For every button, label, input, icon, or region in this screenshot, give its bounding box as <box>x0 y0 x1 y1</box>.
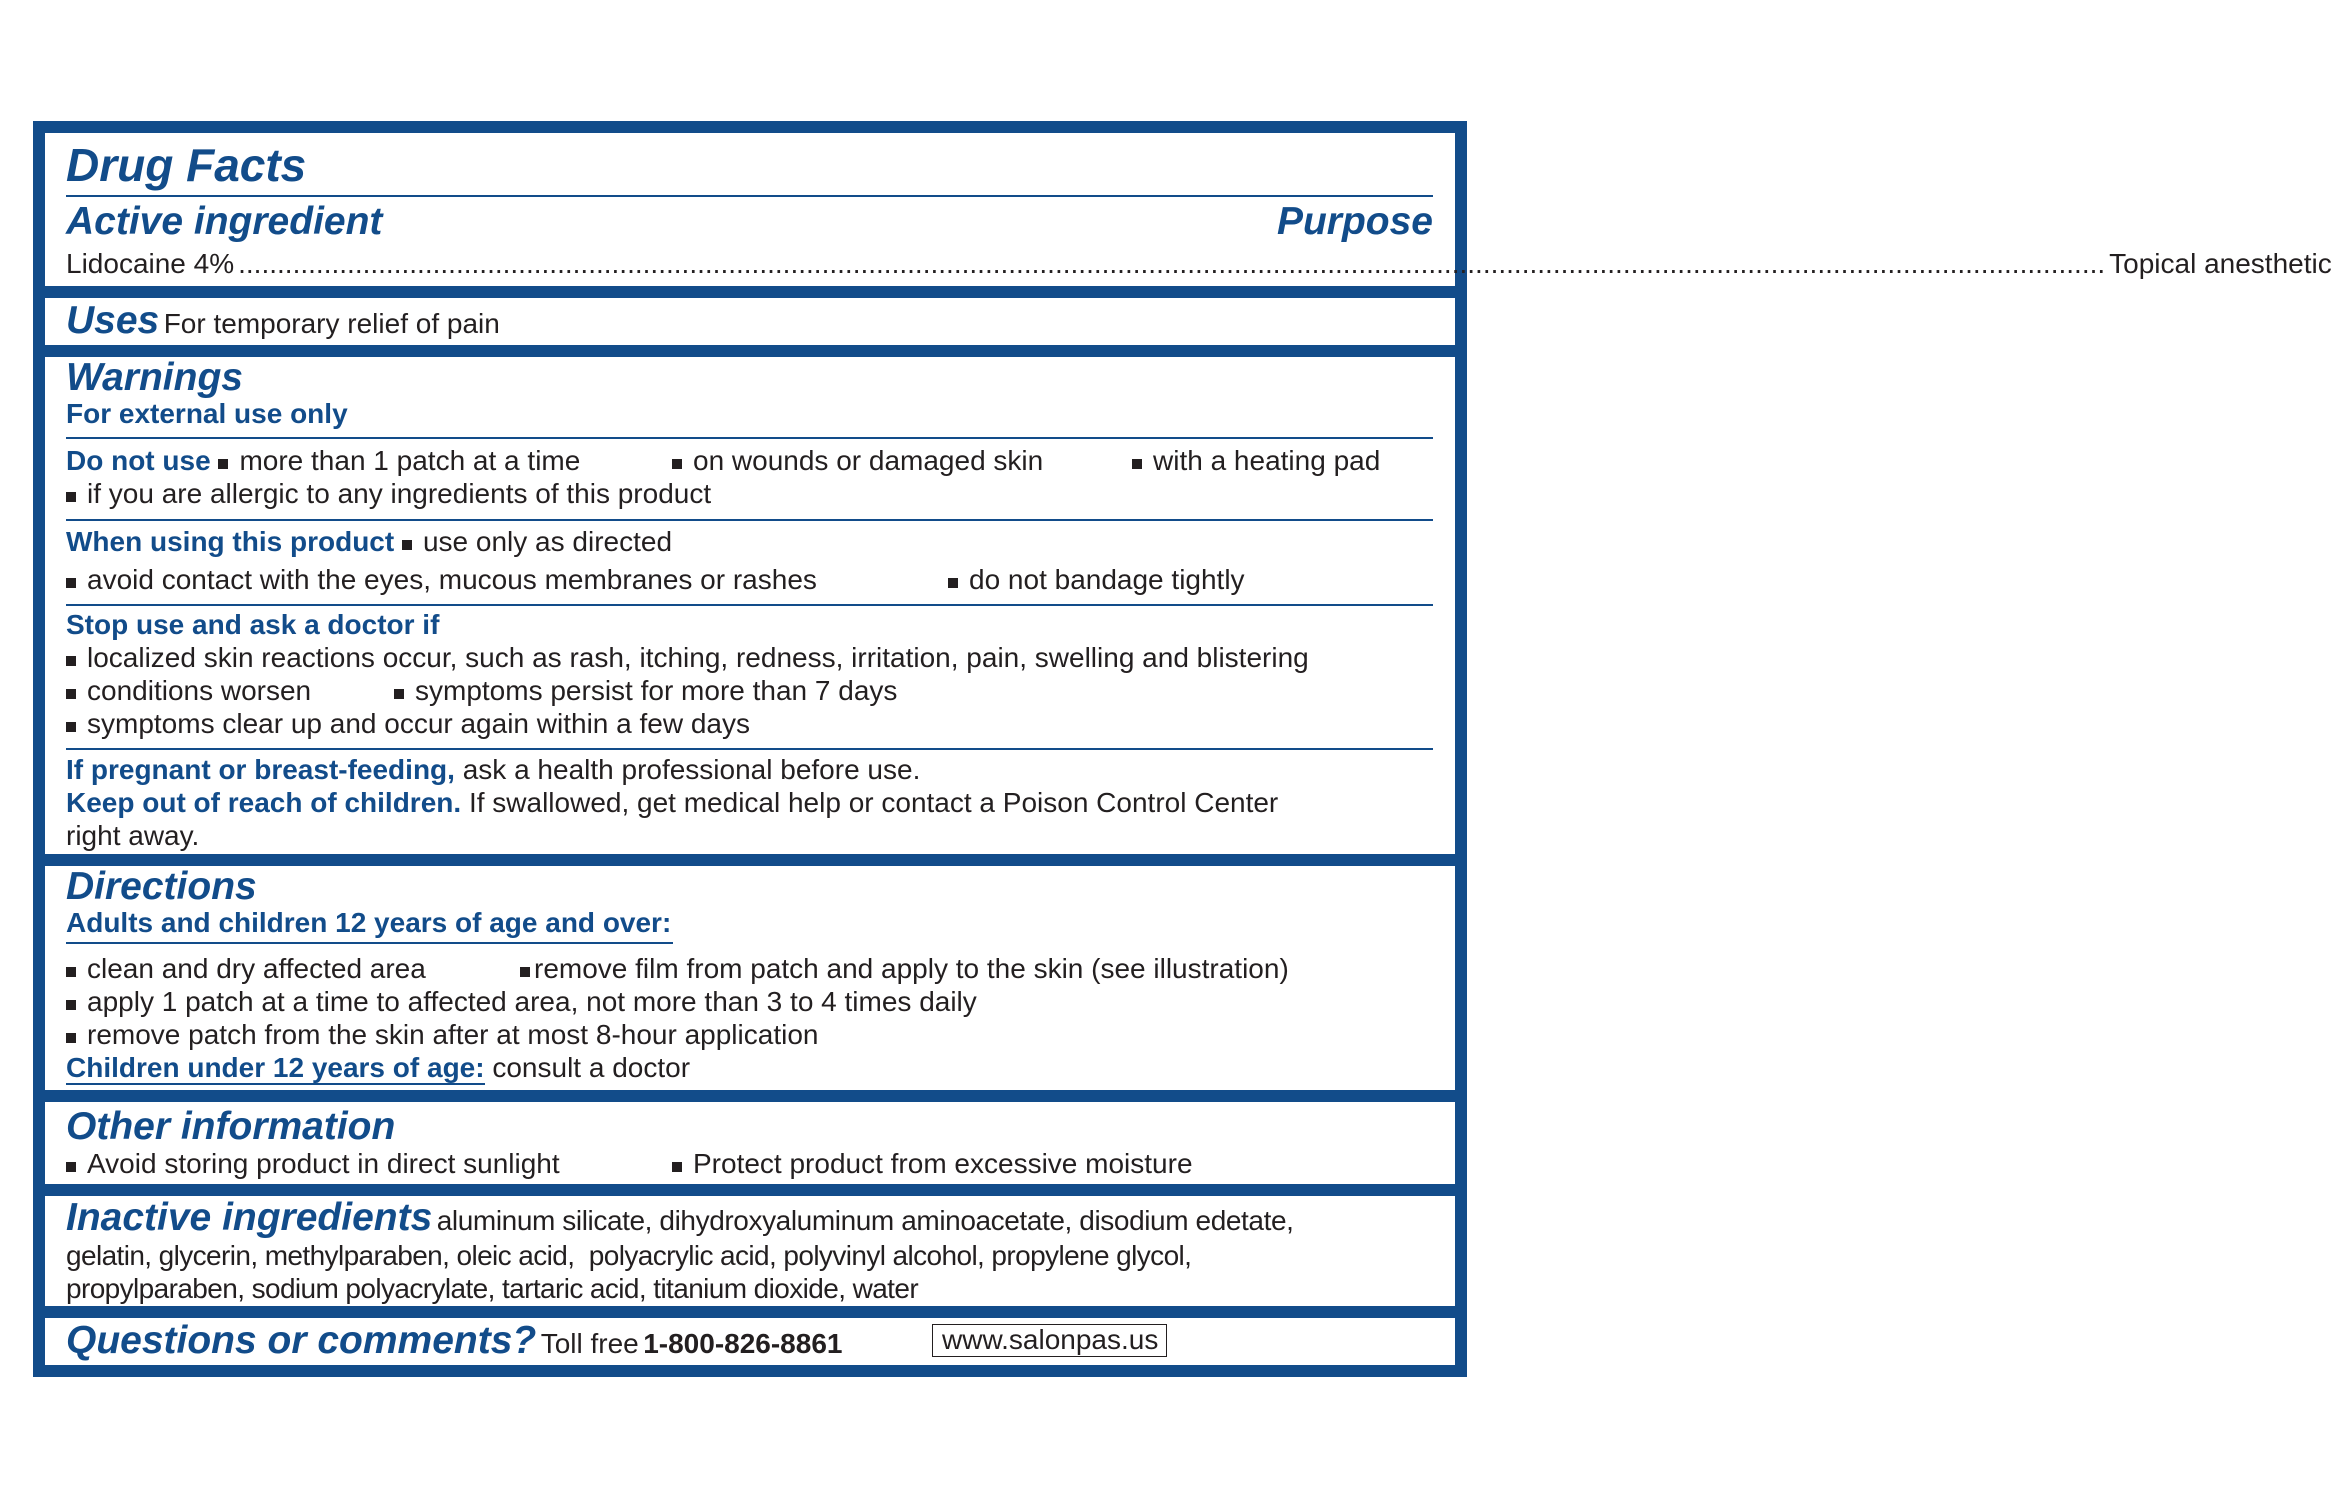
adults-label-row <box>66 908 1433 944</box>
website-link[interactable]: www.salonpas.us <box>932 1324 1167 1357</box>
other-information-row <box>66 1149 1433 1179</box>
toll-free-label: Toll free <box>540 1328 639 1359</box>
list-item: if you are allergic to any ingredients of this product <box>87 478 712 509</box>
uses-text: For temporary relief of pain <box>163 308 500 339</box>
list-item: Protect product from excessive moisture <box>693 1148 1193 1179</box>
when-using-row <box>66 563 1433 596</box>
leader-dots: ................................................................................................................................................................................................................................................ <box>238 248 2106 279</box>
children-directions-row <box>66 1051 1433 1085</box>
bullet-icon <box>218 459 228 469</box>
other-information-section <box>45 1102 1455 1184</box>
when-using-label: When using this product <box>66 526 395 557</box>
bullet-icon <box>66 578 76 588</box>
questions-section <box>45 1318 1455 1365</box>
bullet-icon <box>66 1162 76 1172</box>
list-item: remove patch from the skin after at most 8-hour application <box>87 1019 819 1050</box>
inactive-ingredients-heading: Inactive ingredients <box>66 1196 433 1239</box>
list-item: clean and dry affected area <box>87 953 426 984</box>
uses-heading: Uses <box>66 299 160 342</box>
warnings-heading: Warnings <box>66 356 243 399</box>
other-information-heading: Other information <box>66 1105 396 1148</box>
divider <box>66 437 1433 439</box>
inactive-ingredients-line: propylparaben, sodium polyacrylate, tartaric acid, titanium dioxide, water <box>66 1273 919 1304</box>
stop-use-label: Stop use and ask a doctor if <box>66 609 440 640</box>
pregnant-text: ask a health professional before use. <box>462 754 921 785</box>
directions-heading: Directions <box>66 865 257 908</box>
active-ingredient-purpose: Topical anesthetic <box>2109 248 2332 279</box>
list-item: use only as directed <box>422 526 673 557</box>
children-warning-label: Keep out of reach of children. <box>66 787 462 818</box>
list-item: apply 1 patch at a time to affected area, not more than 3 to 4 times daily <box>87 986 977 1017</box>
divider <box>66 604 1433 606</box>
list-item: conditions worsen <box>87 675 312 706</box>
external-use-text: For external use only <box>66 398 348 429</box>
bullet-icon <box>394 689 404 699</box>
pregnant-label: If pregnant or breast-feeding, <box>66 754 455 785</box>
list-item: on wounds or damaged skin <box>693 445 1044 476</box>
directions-row <box>66 1018 1433 1051</box>
do-not-use-row <box>66 444 1433 477</box>
questions-heading: Questions or comments? <box>66 1319 537 1362</box>
bullet-icon <box>1132 459 1142 469</box>
bullet-icon <box>520 967 530 977</box>
pregnant-row <box>66 753 1433 786</box>
do-not-use-label: Do not use <box>66 445 211 476</box>
active-ingredient-section <box>45 133 2332 286</box>
directions-row <box>66 952 1433 985</box>
children-warning-text: If swallowed, get medical help or contact a Poison Control Center <box>468 787 1279 818</box>
list-item: symptoms persist for more than 7 days <box>415 675 898 706</box>
inactive-ingredients-line: gelatin, glycerin, methylparaben, oleic acid, polyacrylic acid, polyvinyl alcohol, propylene glycol, <box>66 1240 1192 1271</box>
inactive-ingredients-line: aluminum silicate, dihydroxyaluminum aminoacetate, disodium edetate, <box>436 1205 1294 1236</box>
bullet-icon <box>66 689 76 699</box>
bullet-icon <box>66 492 76 502</box>
purpose-heading: Purpose <box>1276 200 1433 243</box>
stop-use-row <box>66 707 1433 740</box>
active-ingredient-name: Lidocaine 4% <box>66 248 235 279</box>
children-directions-text: consult a doctor <box>492 1052 691 1083</box>
phone-number: 1-800-826-8861 <box>643 1328 843 1359</box>
active-ingredient-heading: Active ingredient <box>66 200 383 243</box>
bullet-icon <box>66 1033 76 1043</box>
bullet-icon <box>66 1000 76 1010</box>
when-using-row <box>66 525 1433 558</box>
bullet-icon <box>66 967 76 977</box>
bullet-icon <box>66 656 76 666</box>
children-warning-text-continued: right away. <box>66 820 200 851</box>
list-item: more than 1 patch at a time <box>239 445 581 476</box>
list-item: Avoid storing product in direct sunlight <box>87 1148 560 1179</box>
list-item: do not bandage tightly <box>969 564 1245 595</box>
divider <box>66 519 1433 521</box>
list-item: localized skin reactions occur, such as rash, itching, redness, irritation, pain, swelling and blistering <box>87 642 1309 673</box>
bullet-icon <box>402 540 412 550</box>
list-item: with a heating pad <box>1153 445 1381 476</box>
inactive-ingredients-section <box>45 1196 1455 1306</box>
page-title: Drug Facts <box>66 139 307 191</box>
divider <box>66 748 1433 750</box>
stop-use-row <box>66 641 1433 674</box>
bullet-icon <box>672 459 682 469</box>
children-directions-label: Children under 12 years of age: <box>66 1052 485 1083</box>
stop-use-row <box>66 674 1433 707</box>
directions-row <box>66 985 1433 1018</box>
bullet-icon <box>948 578 958 588</box>
list-item: remove film from patch and apply to the skin (see illustration) <box>534 953 1289 984</box>
bullet-icon <box>66 722 76 732</box>
directions-section <box>45 866 1455 1090</box>
bullet-icon <box>672 1162 682 1172</box>
list-item: avoid contact with the eyes, mucous membranes or rashes <box>87 564 817 595</box>
children-warning-row <box>66 786 1433 819</box>
uses-section <box>45 298 1455 345</box>
list-item: symptoms clear up and occur again within a few days <box>87 708 750 739</box>
adults-label: Adults and children 12 years of age and over: <box>66 908 673 944</box>
drug-facts-panel <box>33 121 2332 1377</box>
warnings-section <box>45 357 1455 854</box>
do-not-use-row <box>66 477 1433 510</box>
